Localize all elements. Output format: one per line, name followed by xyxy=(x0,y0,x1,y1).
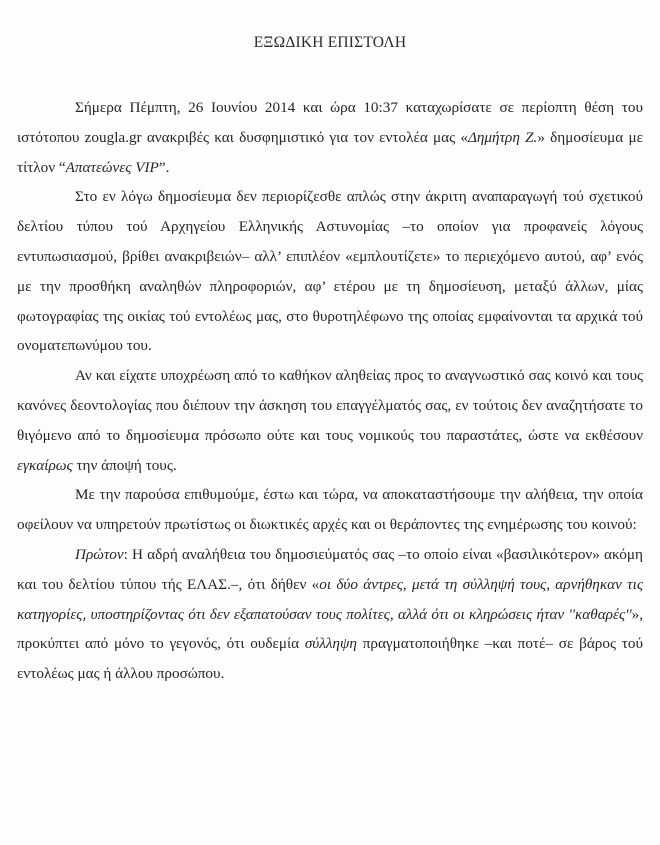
article-title: Απατεώνες VIP xyxy=(65,158,159,176)
emphasis-text: σύλληψη xyxy=(304,635,357,653)
paragraph-text: » δημοσίευμα με τίτλον “ xyxy=(17,128,644,176)
paragraph-1 xyxy=(17,93,643,182)
client-name: Δημήτρη Ζ. xyxy=(467,128,538,146)
paragraph-text: Σήμερα Πέμπτη, 26 Ιουνίου 2014 και ώρα 10:37 καταχωρίσατε σε περίοπτη θέση του ιστότοπου zougla.gr ανακριβές και δυσφημιστικό για τον εντολέα μας « xyxy=(17,99,643,146)
paragraph-text: Αν και είχατε υποχρέωση από το καθήκον αληθείας προς το αναγνωστικό σας κοινό και τους κανόνες δεοντολογίας που διέπουν την άσκηση του επαγγέλματός σας, εν τούτοις δεν αναζητήσατε το θιγόμενο από το δημοσίευμα πρόσωπο ούτε και τους νομικούς του παραστάτες, ώστε να εκθέσουν xyxy=(17,367,643,444)
paragraph-2 xyxy=(17,182,643,361)
document-body xyxy=(17,93,643,689)
paragraph-text: », προκύπτει από μόνο το γεγονός, ότι ουδεμία xyxy=(17,605,643,653)
paragraph-text: Στο εν λόγω δημοσίευμα δεν περιορίζεσθε απλώς στην άκριτη αναπαραγωγή τού σχετικού δελτίου τύπου τού Αρχηγείου Ελληνικής Αστυνομίας –το οποίον για προφανείς λόγους εντυπωσιασμού, βρίθει ανακριβειών– αλλ’ επιπλέον «εμπλουτίζετε» το περιεχόμενο αυτού, αφ’ ενός με την προσθήκη αναληθών πληροφοριών, αφ’ ετέρου με τη δημοσίευση, μεταξύ άλλων, μίας φωτογραφίας της οικίας τού εντολέως μας, στο θυροτηλέφωνο της οποίας εμφαίνονται τα αρχικά τού ονοματεπωνύμου του. xyxy=(17,188,643,355)
paragraph-text: την άποψή τους. xyxy=(72,456,177,474)
emphasis-text: εγκαίρως xyxy=(17,456,73,474)
document-title: ΕΞΩΔΙΚΗ ΕΠΙΣΤΟΛΗ xyxy=(253,34,407,51)
paragraph-text: πραγματοποιήθηκε –και ποτέ– σε βάρος τού εντολέως μας ή άλλου προσώπου. xyxy=(17,635,643,683)
first-point-label: Πρώτον xyxy=(75,545,124,563)
paragraph-3 xyxy=(17,361,643,480)
paragraph-5 xyxy=(17,540,643,689)
quoted-text: οι δύο άντρες, μετά τη σύλληψή τους, αρνήθηκαν τις κατηγορίες, υποστηρίζοντας ότι δεν εξαπατούσαν τους πολίτες, αλλά ότι οι κληρώσεις ήταν ''καθαρές'' xyxy=(17,575,643,623)
paragraph-4 xyxy=(17,480,643,540)
paragraph-text: : Η αδρή αναλήθεια του δημοσιεύματός σας –το οποίο είναι «βασιλικότερον» ακόμη και του δελτίου τύπου τής ΕΛΑΣ.–, ότι δήθεν « xyxy=(17,545,643,593)
paragraph-text: ”. xyxy=(158,158,170,176)
paragraph-text: Με την παρούσα επιθυμούμε, έστω και τώρα, να αποκαταστήσουμε την αλήθεια, την οποία οφείλουν να υπηρετούν πρωτίστως οι διωκτικές αρχές και οι θεράποντες της ενημέρωσης του κοινού: xyxy=(17,486,643,534)
